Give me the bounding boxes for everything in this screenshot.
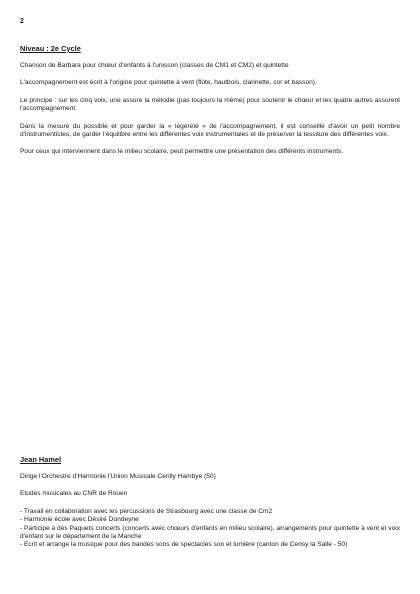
- author-section: [20, 455, 400, 550]
- list-item: - Ecrit et arrange la musique pour des bandes sons de spectacles son et lumière (canton de Cerisy la Salle - 50): [20, 541, 348, 549]
- paragraph-school-use: Pour ceux qui interviennent dans le milieu scolaire, peut permettre une présentation des différents instruments.: [20, 148, 344, 156]
- paragraph-principle: Le principe : sur les cinq voix, une assure la mélodie (pas toujours la même) pour soutenir le chœur et les quatre autres assurent l'accompagnement.: [20, 96, 400, 113]
- level-section: [20, 44, 400, 166]
- list-item: - Travail en collaboration avec les percussions de Strasbourg avec une classe de Cm2: [20, 507, 273, 515]
- paragraph-advice: Dans la mesure du possible et pour garder la « légèreté » de l'accompagnement, il est conseillé d'avoir un petit nombre d'instrumentistes, de garder l'équilibre entre les différentes voix instrumentales et de préserver la tessiture des différentes voix.: [20, 122, 400, 139]
- page-number: 2: [20, 18, 24, 25]
- author-activities-list: [20, 508, 400, 550]
- paragraph-accompaniment: L'accompagnement est écrit à l'origine pour quintette à vent (flûte, hautbois, clarinette, cor et basson).: [20, 79, 317, 87]
- list-item: - Participe à des Paquets concerts (concerts avec chœurs d'enfants en milieu scolaire), arrangements pour quintette à vent et voix d'enfant sur le département de la Manche: [20, 524, 400, 541]
- author-studies: Etudes musicales au CNR de Rouen: [20, 490, 128, 498]
- level-heading: Niveau : 2e Cycle: [20, 44, 81, 53]
- paragraph-intro: Chanson de Barbara pour chœur d'enfants à l'unisson (classes de CM1 et CM2) et quintette: [20, 62, 289, 69]
- list-item: - Harmonie école avec Désiré Dondeyne: [20, 516, 139, 524]
- author-heading: Jean Hamel: [20, 455, 62, 464]
- author-role: Dirige l'Orchestre d'Harmonie l'Union Musicale Cerilly Hambye (50): [20, 473, 216, 480]
